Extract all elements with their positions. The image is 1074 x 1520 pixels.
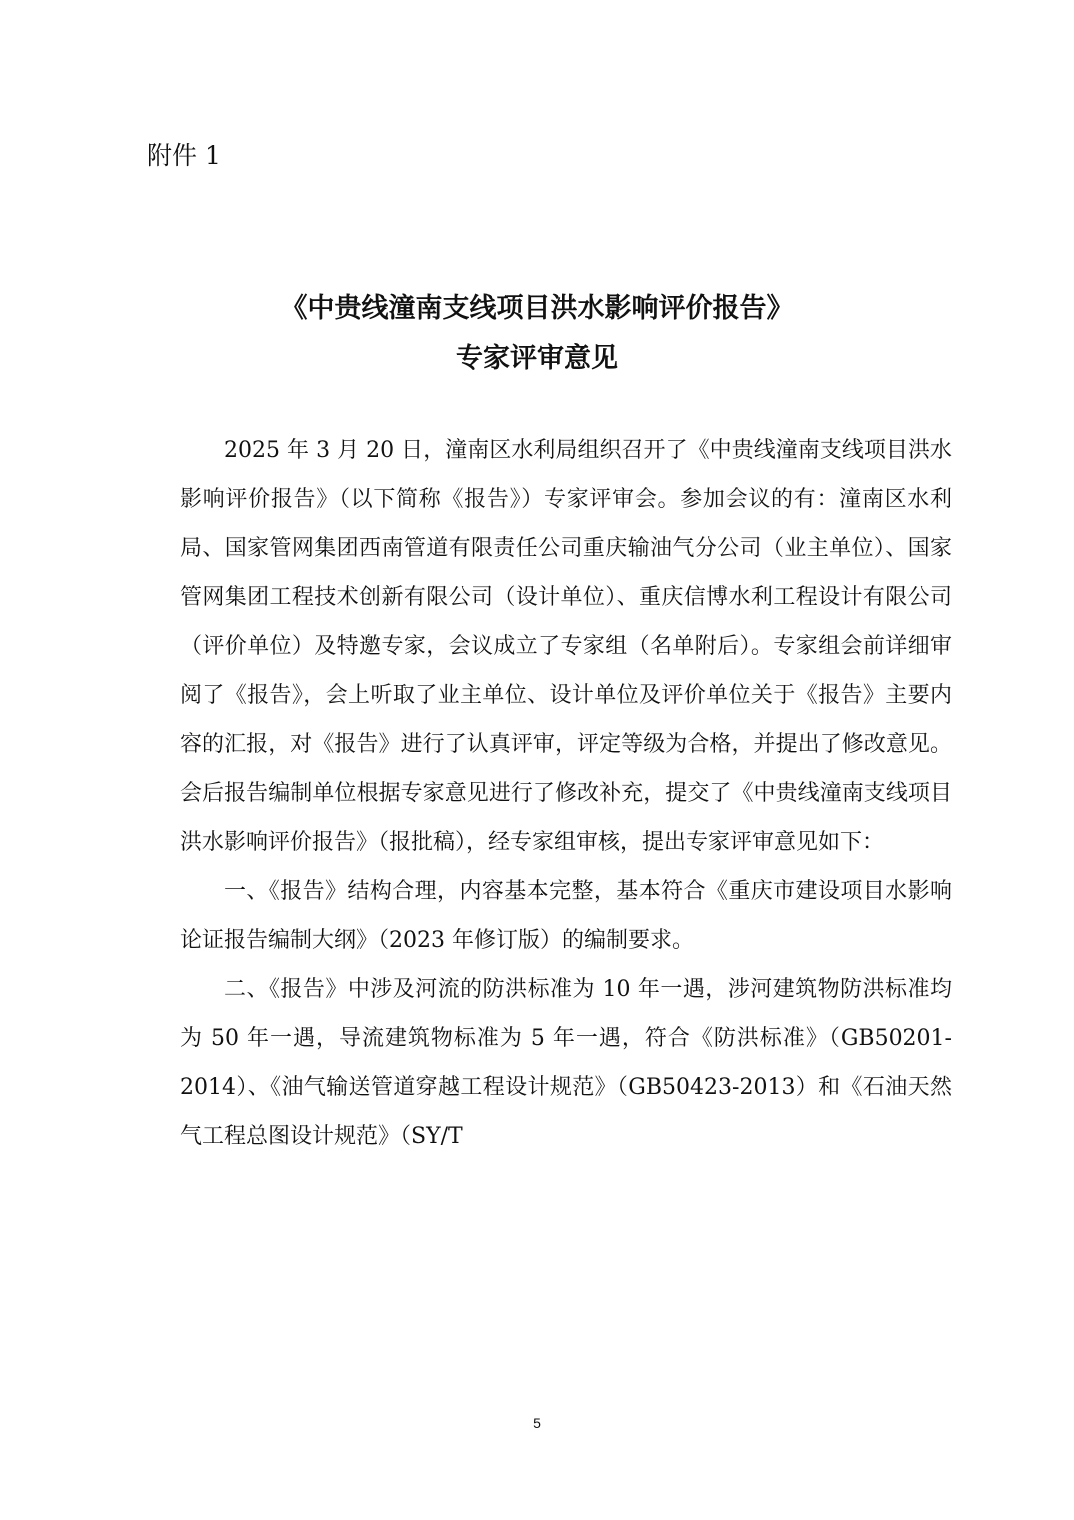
body-paragraph-1: 2025 年 3 月 20 日，潼南区水利局组织召开了《中贵线潼南支线项目洪水影响评价报告》（以下简称《报告》）专家评审会。参加会议的有：潼南区水利局、国家管网集团西南管道有限责任公司重庆输油气分公司（业主单位）、国家管网集团工程技术创新有限公司（设计单位）、重庆信博水利工程设计有限公司（评价单位）及特邀专家，会议成立了专家组（名单附后）。专家组会前详细审阅了《报告》，会上听取了业主单位、设计单位及评价单位关于《报告》主要内容的汇报，对《报告》进行了认真评审，评定等级为合格，并提出了修改意见。会后报告编制单位根据专家意见进行了修改补充，提交了《中贵线潼南支线项目洪水影响评价报告》（报批稿），经专家组审核，提出专家评审意见如下：: [180, 438, 952, 855]
document-title: [0, 286, 1074, 382]
page-number: 5: [533, 1415, 541, 1431]
attachment-label: 附件 1: [147, 141, 221, 170]
title-line-2: 专家评审意见: [456, 343, 618, 374]
body-paragraph-2: 一、《报告》结构合理，内容基本完整，基本符合《重庆市建设项目水影响论证报告编制大纲》（2023 年修订版）的编制要求。: [180, 879, 952, 953]
title-line-1: 《中贵线潼南支线项目洪水影响评价报告》: [280, 293, 794, 324]
body-paragraph-3: 二、《报告》中涉及河流的防洪标准为 10 年一遇，涉河建筑物防洪标准均为 50 年一遇，导流建筑物标准为 5 年一遇，符合《防洪标准》（GB50201-2014）、《油气输送管道穿越工程设计规范》（GB50423-2013）和《石油天然气工程总图设计规范》（SY/T: [180, 977, 952, 1149]
document-body: [180, 426, 952, 1161]
